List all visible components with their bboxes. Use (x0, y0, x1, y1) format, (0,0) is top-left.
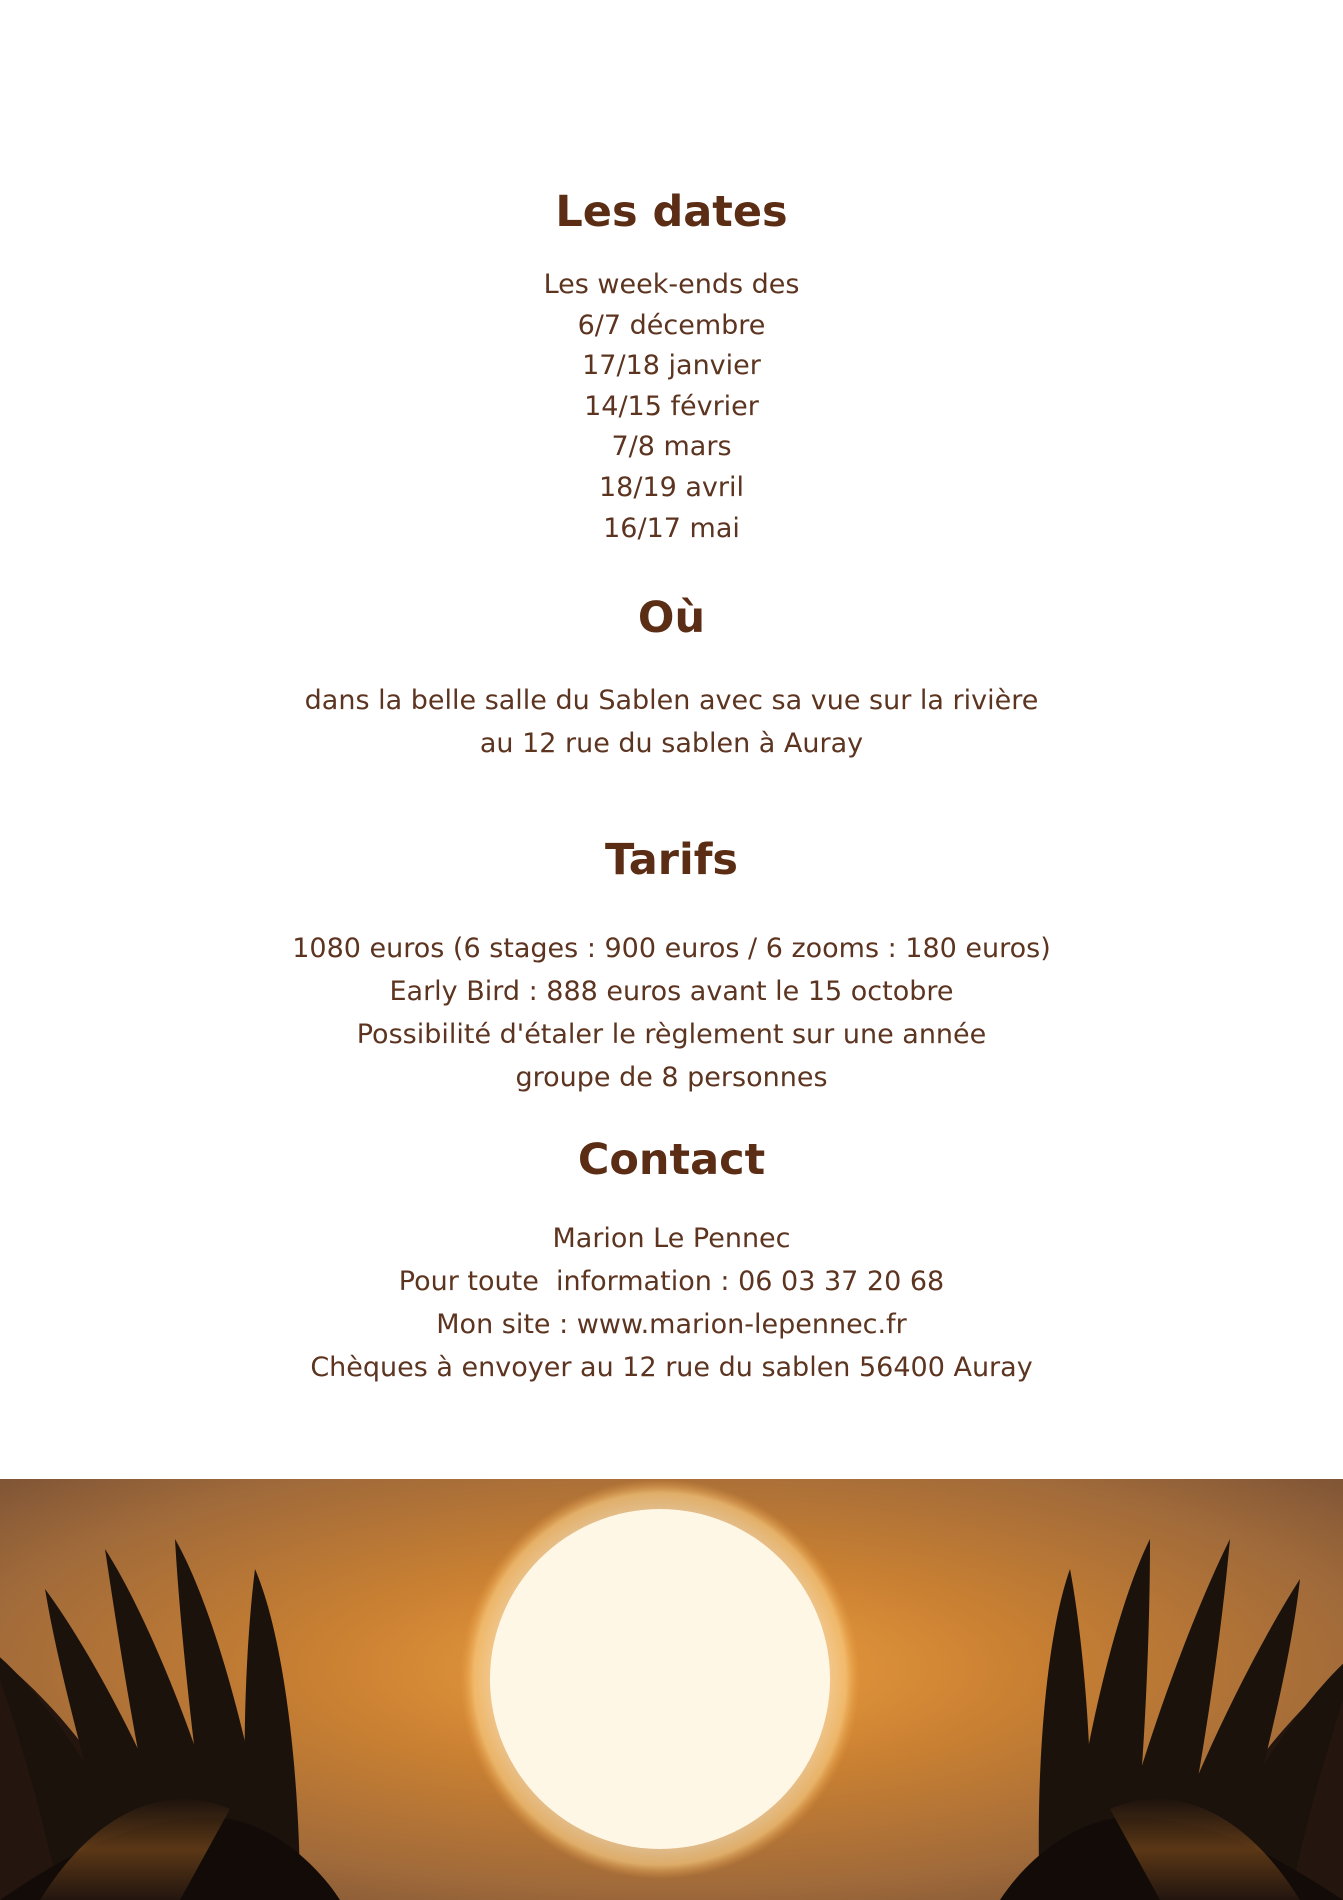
location-text (0, 679, 1343, 765)
location-line: au 12 rue du sablen à Auray (479, 728, 864, 759)
pricing-line: groupe de 8 personnes (515, 1062, 828, 1093)
dates-line: 18/19 avril (598, 471, 745, 503)
dates-list (0, 265, 1343, 549)
location-heading: Où (637, 593, 706, 643)
dates-line: 14/15 février (584, 390, 759, 422)
sun-wings-photo (0, 1479, 1343, 1900)
location-line: dans la belle salle du Sablen avec sa vue sur la rivière (304, 685, 1039, 716)
dates-line: 16/17 mai (603, 512, 740, 544)
pricing-heading: Tarifs (604, 835, 739, 885)
contact-name: Marion Le Pennec (552, 1223, 791, 1254)
pricing-line: 1080 euros (6 stages : 900 euros / 6 zooms : 180 euros) (292, 933, 1051, 964)
dates-line: 17/18 janvier (582, 350, 761, 382)
contact-website: Mon site : www.marion-lepennec.fr (436, 1309, 907, 1340)
contact-text (0, 1217, 1343, 1389)
sun-disc (490, 1509, 830, 1849)
contact-phone: Pour toute information : 06 03 37 20 68 (398, 1266, 945, 1297)
pricing-line: Possibilité d'étaler le règlement sur une année (356, 1019, 987, 1050)
dates-line: 7/8 mars (611, 431, 732, 463)
dates-line: 6/7 décembre (577, 309, 766, 341)
pricing-line: Early Bird : 888 euros avant le 15 octobre (389, 976, 954, 1007)
dates-heading: Les dates (555, 187, 788, 237)
dates-line: Les week-ends des (543, 269, 800, 300)
contact-heading: Contact (577, 1135, 766, 1185)
contact-address: Chèques à envoyer au 12 rue du sablen 56400 Auray (310, 1352, 1033, 1383)
pricing-text (0, 927, 1343, 1099)
